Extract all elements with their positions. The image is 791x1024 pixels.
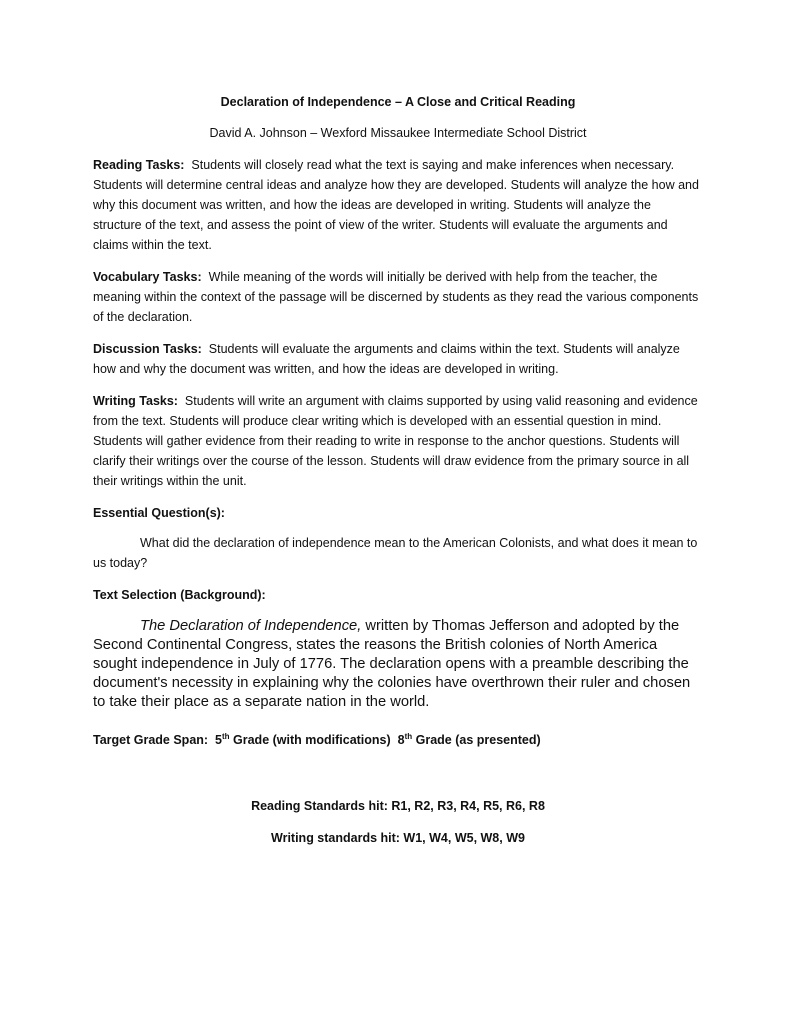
reading-tasks-label: Reading Tasks: — [93, 158, 185, 172]
discussion-tasks-text: Students will evaluate the arguments and claims within the text. Students will analyze how and why the document was written, and how the ideas are developed in writing. — [93, 342, 680, 376]
reading-standards: Reading Standards hit: R1, R2, R3, R4, R5, R6, R8 — [251, 799, 545, 813]
writing-tasks-label: Writing Tasks: — [93, 394, 178, 408]
grade2-suffix: th — [404, 731, 413, 741]
text-selection-label: Text Selection (Background): — [93, 588, 266, 602]
reading-tasks-text: Students will closely read what the text is saying and make inferences when necessary. Students will determine central ideas and analyze how they are developed. Students will analyze the how and why this document was written, and how the ideas are developed in writing. Students will analyze the structure of the text, and assess the point of view of the writer. Students will evaluate the arguments and claims within the text. — [93, 158, 699, 252]
essential-question-label: Essential Question(s): — [93, 506, 225, 520]
vocabulary-tasks-paragraph — [93, 267, 703, 327]
grade1-description: Grade (with modifications) — [229, 733, 391, 747]
document-content — [93, 92, 703, 848]
discussion-tasks-paragraph — [93, 339, 703, 379]
vocabulary-tasks-label: Vocabulary Tasks: — [93, 270, 202, 284]
grade1-suffix: th — [221, 731, 230, 741]
discussion-tasks-label: Discussion Tasks: — [93, 342, 202, 356]
essential-question-text: What did the declaration of independence mean to the American Colonists, and what does it mean to us today? — [93, 536, 698, 570]
grade2-description: Grade (as presented) — [412, 733, 541, 747]
author-line: David A. Johnson – Wexford Missaukee Intermediate School District — [209, 126, 587, 140]
writing-standards: Writing standards hit: W1, W4, W5, W8, W9 — [271, 831, 525, 845]
document-title: Declaration of Independence – A Close and Critical Reading — [220, 95, 576, 109]
text-selection-italic-title: The Declaration of Independence, — [140, 618, 362, 634]
writing-tasks-text: Students will write an argument with claims supported by using valid reasoning and evidence from the text. Students will produce clear writing which is developed with an essential question in mind. Students will gather evidence from their reading to write in response to the anchor questions. Students will clarify their writings over the course of the lesson. Students will draw evidence from the primary source in all their writings within the unit. — [93, 394, 698, 488]
grade2-number: 8 — [397, 733, 405, 747]
writing-tasks-paragraph — [93, 391, 703, 491]
reading-tasks-paragraph — [93, 155, 703, 255]
text-selection-paragraph — [93, 617, 703, 712]
target-grade-span — [93, 730, 703, 750]
vocabulary-tasks-text: While meaning of the words will initially be derived with help from the teacher, the meaning within the context of the passage will be discerned by students as they read the various components of the declaration. — [93, 270, 699, 324]
grade-span-label: Target Grade Span: — [93, 733, 209, 747]
grade1-number: 5 — [215, 733, 222, 747]
text-selection-text: written by Thomas Jefferson and adopted by the Second Continental Congress, states the reasons the British colonies of North America sought independence in July of 1776. The declaration opens with a preamble describing the document's necessity in explaining why the colonies have overthrown their ruler and chosen to take their place as a separate nation in the world. — [93, 618, 691, 710]
